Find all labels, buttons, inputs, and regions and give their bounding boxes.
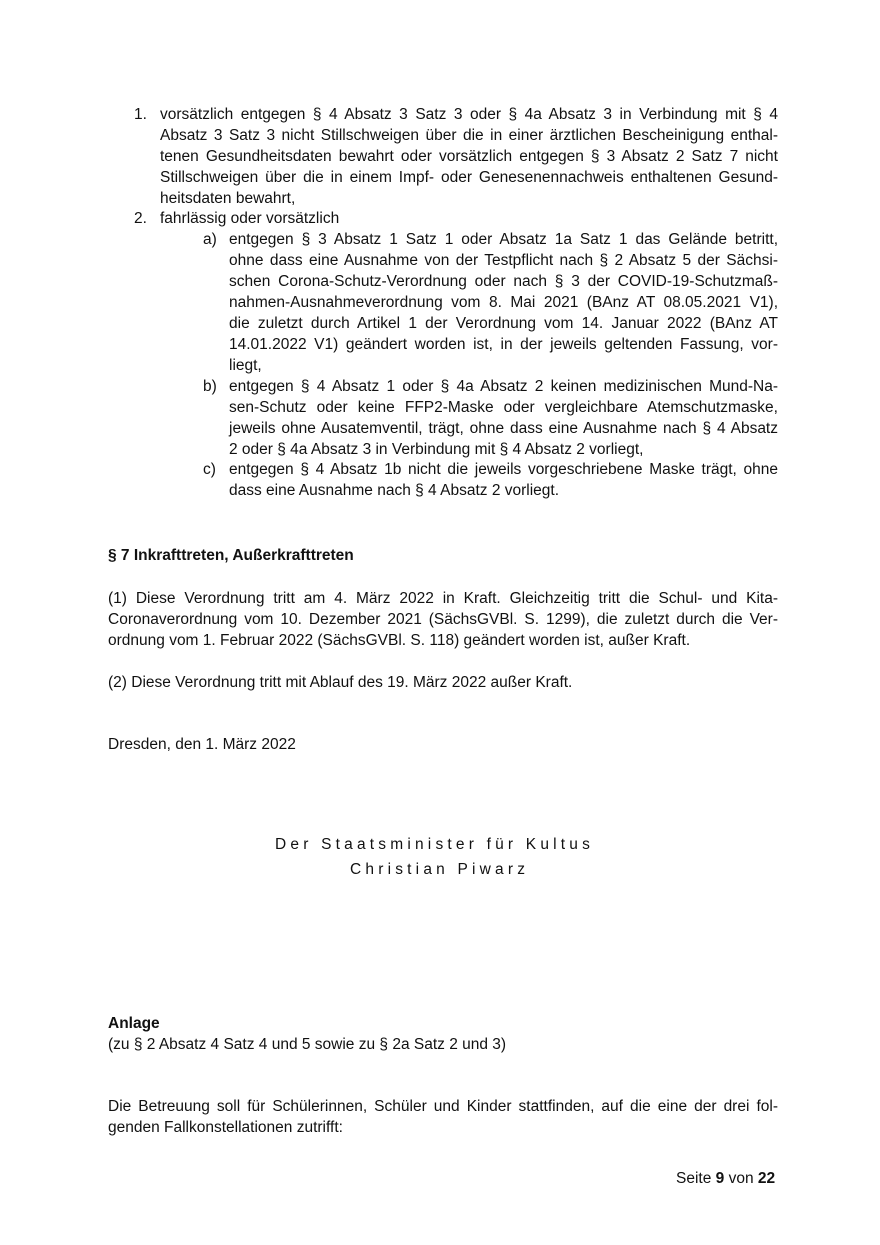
sub-b-line-3: jeweils ohne Ausatemventil, trägt, ohne dass eine Ausnahme nach § 4 Absatz: [229, 420, 778, 437]
sub-c-letter: c): [203, 461, 216, 478]
place-date: Dresden, den 1. März 2022: [108, 736, 296, 753]
section-7-para-1-line-2: Coronaverordnung vom 10. Dezember 2021 (SächsGVBl. S. 1299), die zuletzt durch die Ver-: [108, 611, 778, 628]
list-number-1: 1.: [134, 106, 147, 123]
list-number-2: 2.: [134, 210, 147, 227]
signature-name: Christian Piwarz: [350, 861, 530, 878]
page-footer-prefix: Seite: [676, 1170, 712, 1187]
sub-b-line-2: sen-Schutz oder keine FFP2-Maske oder vergleichbare Atemschutzmaske,: [229, 399, 778, 416]
item2-text: fahrlässig oder vorsätzlich: [160, 210, 340, 227]
item1-line-3: tenen Gesundheitsdaten bewahrt oder vorsätzlich entgegen § 3 Absatz 2 Satz 7 nicht: [160, 148, 778, 165]
item1-line-5: heitsdaten bewahrt,: [160, 190, 296, 207]
sub-a-line-4: nahmen-Ausnahmeverordnung vom 8. Mai 2021 (BAnz AT 08.05.2021 V1),: [229, 294, 778, 311]
sub-a-line-7: liegt,: [229, 357, 262, 374]
section-7-heading: § 7 Inkrafttreten, Außerkrafttreten: [108, 547, 354, 564]
sub-b-letter: b): [203, 378, 217, 395]
item1-line-4: Stillschweigen über die in einem Impf- oder Genesenennachweis enthaltenen Gesund-: [160, 169, 778, 186]
section-7-para-1-line-1: (1) Diese Verordnung tritt am 4. März 2022 in Kraft. Gleichzeitig tritt die Schul- und Kita-: [108, 590, 778, 607]
item1-line-1: vorsätzlich entgegen § 4 Absatz 3 Satz 3 oder § 4a Absatz 3 in Verbindung mit § 4: [160, 106, 778, 123]
page-footer: [676, 1168, 775, 1189]
sub-a-line-1: entgegen § 3 Absatz 1 Satz 1 oder Absatz 1a Satz 1 das Gelände betritt,: [229, 231, 778, 248]
sub-a-letter: a): [203, 231, 217, 248]
annex-intro-line-2: genden Fallkonstellationen zutrifft:: [108, 1119, 343, 1136]
sub-a-line-2: ohne dass eine Ausnahme von der Testpflicht nach § 2 Absatz 5 der Sächsi-: [229, 252, 778, 269]
annex-heading: Anlage: [108, 1015, 160, 1032]
sub-b-line-4: 2 oder § 4a Absatz 3 in Verbindung mit § 4 Absatz 2 vorliegt,: [229, 441, 644, 458]
annex-intro-line-1: Die Betreuung soll für Schülerinnen, Schüler und Kinder stattfinden, auf die eine der drei fol-: [108, 1098, 778, 1115]
page-footer-current: 9: [715, 1170, 725, 1187]
sub-a-line-5: die zuletzt durch Artikel 1 der Verordnung vom 14. Januar 2022 (BAnz AT: [229, 315, 778, 332]
signature-title: Der Staatsminister für Kultus: [275, 836, 595, 853]
sub-a-line-3: schen Corona-Schutz-Verordnung oder nach § 3 der COVID-19-Schutzmaß-: [229, 273, 778, 290]
sub-c-line-2: dass eine Ausnahme nach § 4 Absatz 2 vorliegt.: [229, 482, 560, 499]
page-footer-total: 22: [757, 1170, 776, 1187]
sub-c-line-1: entgegen § 4 Absatz 1b nicht die jeweils vorgeschriebene Maske trägt, ohne: [229, 461, 778, 478]
sub-a-line-6: 14.01.2022 V1) geändert worden ist, in der jeweils geltenden Fassung, vor-: [229, 336, 778, 353]
page-footer-middle: von: [728, 1170, 754, 1187]
item1-line-2: Absatz 3 Satz 3 nicht Stillschweigen über die in einer ärztlichen Bescheinigung enthal-: [160, 127, 778, 144]
section-7-para-1-line-3: ordnung vom 1. Februar 2022 (SächsGVBl. S. 118) geändert worden ist, außer Kraft.: [108, 632, 691, 649]
annex-reference: (zu § 2 Absatz 4 Satz 4 und 5 sowie zu § 2a Satz 2 und 3): [108, 1036, 507, 1053]
sub-b-line-1: entgegen § 4 Absatz 1 oder § 4a Absatz 2 keinen medizinischen Mund-Na-: [229, 378, 778, 395]
section-7-para-2: (2) Diese Verordnung tritt mit Ablauf des 19. März 2022 außer Kraft.: [108, 674, 573, 691]
